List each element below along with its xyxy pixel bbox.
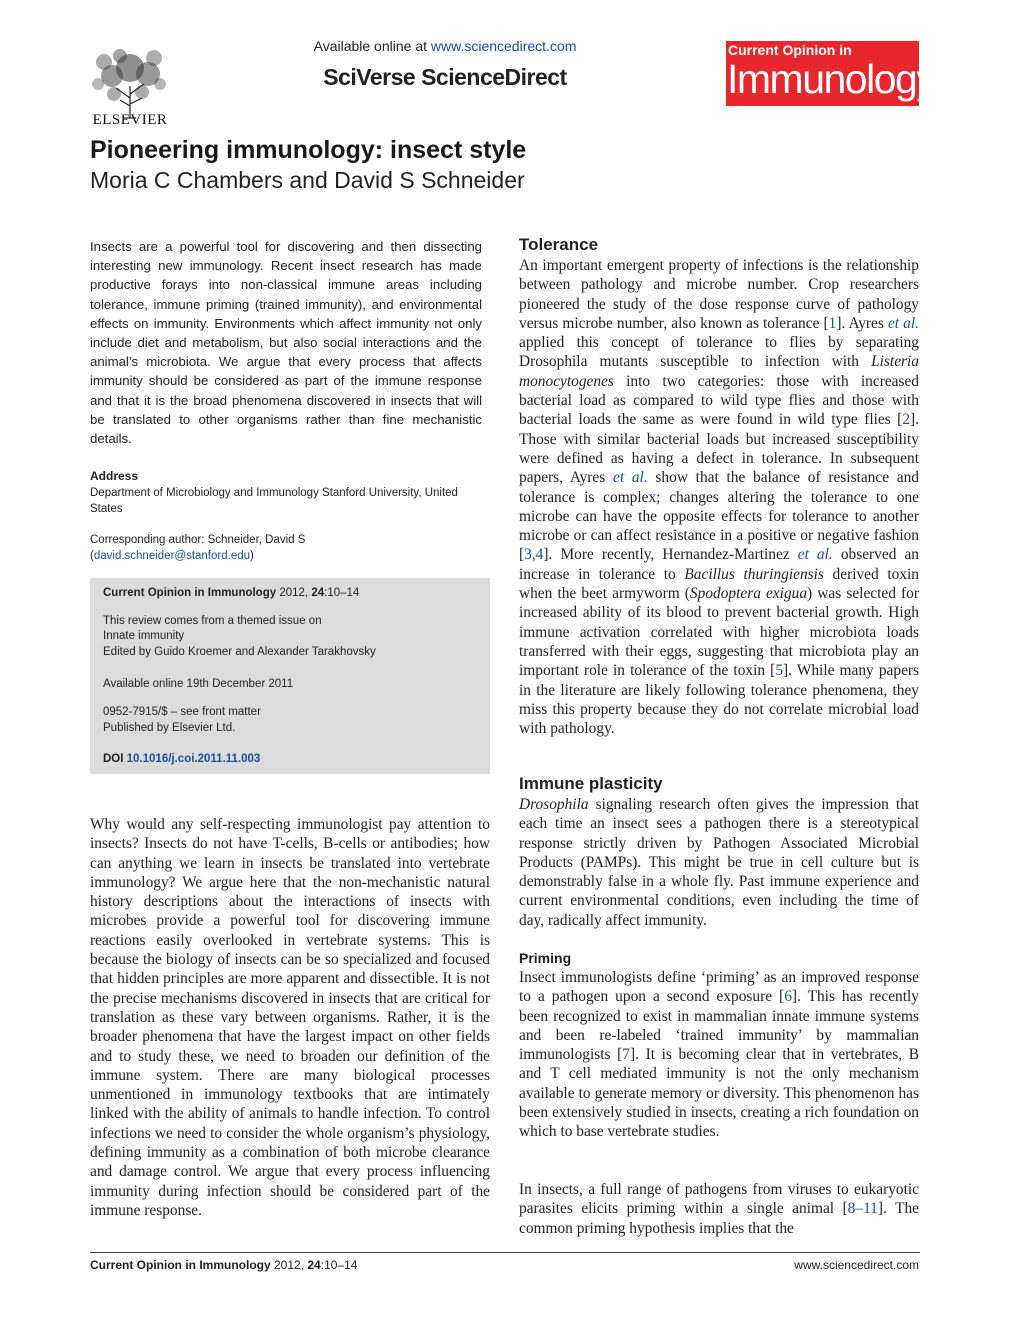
footer-volume: 24 <box>307 1258 321 1272</box>
section-heading-immune-plasticity: Immune plasticity <box>519 774 663 793</box>
section-heading-tolerance: Tolerance <box>519 235 599 254</box>
info-topic: Innate immunity <box>103 630 185 642</box>
article-authors: Moria C Chambers and David S Schneider <box>90 167 525 193</box>
footer-divider <box>90 1252 920 1253</box>
species-name: Drosophila <box>519 796 589 813</box>
citation-link[interactable]: 7 <box>622 1046 630 1064</box>
immune-plasticity-paragraph <box>519 795 919 930</box>
text-run: derived toxin when the beet armyworm ( <box>519 565 920 603</box>
info-publisher: Published by Elsevier Ltd. <box>103 722 236 734</box>
text-run: ]. The common priming hypothesis implies that the <box>519 1200 919 1237</box>
info-doi <box>103 752 260 767</box>
text-run: ]. This has recently been recognized to exist in mammalian innate immune systems and been re-labeled ‘trained immunity’ by mammalian immunologists [ <box>519 988 919 1064</box>
info-pages: :10–14 <box>324 587 360 599</box>
citation-link[interactable]: 2 <box>902 411 911 429</box>
sciencedirect-link[interactable]: www.sciencedirect.com <box>430 38 577 54</box>
citation-link[interactable]: 1 <box>828 314 837 332</box>
text-run: into two categories: those with increased bacterial load as compared to wild type flies and those with bacterial loads the same as were found in wild type flies [ <box>519 372 919 429</box>
doi-link[interactable]: 10.1016/j.coi.2011.11.003 <box>126 753 261 765</box>
et-al: et al. <box>613 469 648 487</box>
text-run: ]. It is becoming clear that in vertebrates, B and T cell mediated immunity is not the only mechanism available to generate memory or diversity. This phenomenon has been extensively studied in insects, creating a rich foundation on which to base vertebrate studies. <box>519 1046 919 1141</box>
text-run: In insects, a full range of pathogens from viruses to eukaryotic parasites elicits priming within a single animal [ <box>519 1181 919 1218</box>
article-title: Pioneering immunology: insect style <box>90 136 527 164</box>
text-run: show that the balance of resistance and tolerance is complex; changes altering the tolerance to one microbe can have the opposite effects for tolerance to another microbe or can affect resistance in a positive or negative fashion [ <box>519 469 919 564</box>
info-issn: 0952-7915/$ – see front matter <box>103 706 261 718</box>
info-citation <box>103 586 359 601</box>
info-volume: 24 <box>311 587 325 599</box>
journal-logo <box>726 41 936 106</box>
footer-pages: :10–14 <box>320 1258 358 1272</box>
et-al: et al. <box>797 546 833 564</box>
platform-name: SciVerse ScienceDirect <box>323 64 567 90</box>
corresponding-author <box>90 532 482 564</box>
available-prefix: Available online at <box>313 38 431 54</box>
priming-paragraph-2 <box>519 1180 919 1238</box>
available-online-line <box>270 38 620 54</box>
abstract: Insects are a powerful tool for discovering and then dissecting interesting new immunology. Recent insect research has made productive forays into non-classical immune areas including tolerance, immune priming (trained immunity), and environmental effects on immunity. Environments which affect immunity not only include diet and metabolism, but also social interactions and the animal’s microbiota. We argue that every process that affects immunity should be considered as part of the immune response and that it is the broad phenomena discovered in insects that will be translated to other organisms rather than fine mechanistic details. <box>90 239 482 447</box>
publisher-name: ELSEVIER <box>92 112 168 128</box>
species-name: Spodoptera exigua <box>689 585 808 603</box>
subsection-heading-priming: Priming <box>519 950 572 966</box>
tolerance-paragraph <box>519 256 919 738</box>
text-run: observed an increase in tolerance to <box>519 546 920 583</box>
text-run: ]. Ayres <box>836 314 888 332</box>
info-available-online: Available online 19th December 2011 <box>103 678 294 690</box>
address-text: Department of Microbiology and Immunology Stanford University, United States <box>90 487 458 515</box>
text-run: An important emergent property of infections is the relationship between pathology and microbe number. Crop researchers pioneered the study of the dose response curve of pathology versus microbe number, also known as tolerance [ <box>519 257 919 332</box>
info-themed-issue: This review comes from a themed issue on <box>103 615 322 627</box>
text-run: ]. More recently, Hernandez-Martinez <box>543 546 798 564</box>
article-info-box <box>90 578 490 774</box>
text-run: signaling research often gives the impression that each time an insect sees a pathogen there is a stereotypical response strictly driven by Pathogen Associated Microbial Products (PAMPs). This might be true in cell culture but is demonstrably false in a whole fly. Past immune experience and current environmental conditions, even including the time of day, radically affect immunity. <box>519 796 919 929</box>
text-run: ]. While many papers in the literature are likely following tolerance phenomena, they miss this property because they do not correlate microbial load with pathology. <box>519 662 920 738</box>
journal-logo-small: Current Opinion in <box>728 42 852 58</box>
corresponding-author-name: Corresponding author: Schneider, David S <box>90 534 306 546</box>
citation-link[interactable]: 5 <box>775 662 784 680</box>
text-run: applied this concept of tolerance to flies by separating Drosophila mutants susceptible to infection with <box>519 334 919 371</box>
doi-label: DOI <box>103 753 124 765</box>
info-journal: Current Opinion in Immunology <box>103 587 277 599</box>
priming-paragraph-1 <box>519 968 919 1142</box>
address-heading: Address <box>90 469 139 483</box>
text-run: Insect immunologists define ‘priming’ as an improved response to a pathogen upon a second exposure [ <box>519 969 919 1006</box>
et-al: et al. <box>887 314 919 332</box>
text-run: ) was selected for increased ability of its blood to prevent bacterial growth. High immune activation correlated with higher microbiota loads transferred with their eggs, suggesting that microbiota play an important role in tolerance of the toxin [ <box>519 585 919 680</box>
introduction-paragraph: Why would any self-respecting immunologist pay attention to insects? Insects do not have T-cells, B-cells or antibodies; how can anything we learn in insects be translated into vertebrate immunology? We argue here that the non-mechanistic natural history descriptions about the interactions of insects with microbes provide a powerful tool for discovering immune reactions easily overlooked in vertebrate systems. This is because the biology of insects can be so specialized and focused that hidden principles are more apparent and dissectible. It is not the precise mechanisms discovered in insects that are critical for translation as these vary between organisms. Rather, it is the broader phenomena that have the largest impact on other fields and to study these, we need to broaden our definition of the immune system. There are many biological processes unmentioned in immunology textbooks that are intimately linked with the ability of animals to handle infection. To control infections we need to consider the whole organism’s physiology, defining immunity as a combination of both microbe clearance and damage control. We argue that every process influencing immunity during infection should be considered part of the immune response. <box>90 816 490 1219</box>
footer-url[interactable]: www.sciencedirect.com <box>794 1258 919 1272</box>
info-editors: Edited by Guido Kroemer and Alexander Tarakhovsky <box>103 646 376 658</box>
text-run: ]. Those with similar bacterial loads but increased susceptibility were defined as having a defect in tolerance. In subsequent papers, Ayres <box>519 411 919 487</box>
species-name: Listeria monocytogenes <box>519 353 919 390</box>
footer-journal: Current Opinion in Immunology <box>90 1258 271 1272</box>
citation-link[interactable]: 8–11 <box>847 1200 878 1218</box>
info-year: 2012, <box>279 587 309 599</box>
corresponding-email-link[interactable]: david.schneider@stanford.edu <box>93 550 251 562</box>
citation-link[interactable]: 6 <box>784 988 792 1006</box>
footer-year: 2012, <box>274 1258 305 1272</box>
journal-logo-big: Immunology <box>727 56 936 102</box>
corresponding-email-line: (david.schneider@stanford.edu) <box>90 550 254 562</box>
citation-link[interactable]: 3,4 <box>524 546 544 564</box>
species-name: Bacillus thuringiensis <box>684 565 824 583</box>
footer-citation <box>90 1258 357 1272</box>
